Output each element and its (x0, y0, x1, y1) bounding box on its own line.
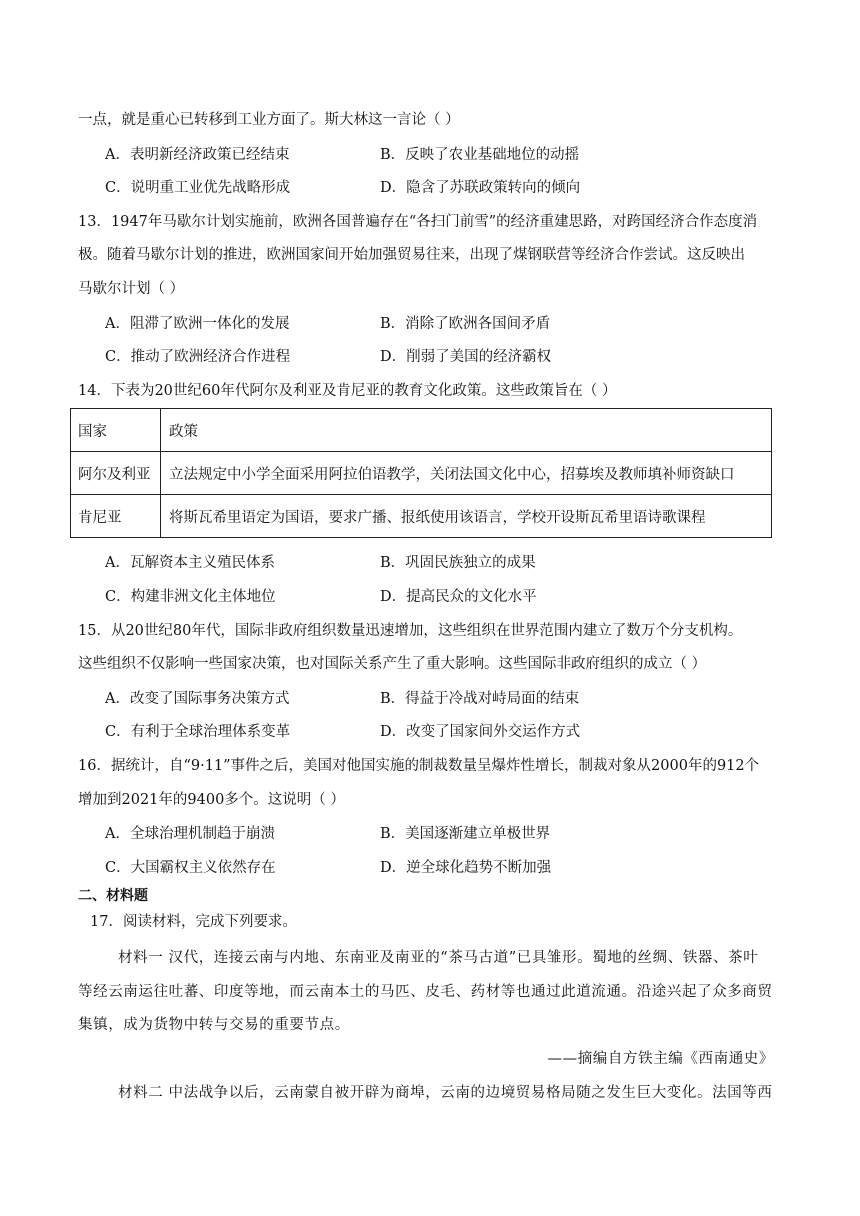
q17-stem: 17．阅读材料，完成下列要求。 (90, 914, 297, 930)
material2-line1: 材料二 中法战争以后，云南蒙自被开辟为商埠，云南的边境贸易格局随之发生巨大变化。法国等西 (118, 1085, 773, 1101)
q13-option-a: A．阻滞了欧洲一体化的发展 (105, 316, 290, 332)
q15-option-a: A．改变了国际事务决策方式 (105, 691, 290, 707)
q13-option-d: D．削弱了美国的经济霸权 (380, 349, 552, 365)
q13-option-c: C．推动了欧洲经济合作进程 (105, 349, 291, 365)
table-header-row (71, 409, 772, 452)
q14-option-c: C．构建非洲文化主体地位 (105, 589, 276, 605)
section-heading: 二、材料题 (78, 888, 148, 904)
table-cell-country: 肯尼亚 (71, 495, 161, 538)
q14-option-d: D．提高民众的文化水平 (380, 589, 537, 605)
q15-option-b: B．得益于冷战对峙局面的结束 (380, 691, 580, 707)
q14-stem: 14．下表为20世纪60年代阿尔及利亚及肯尼亚的教育文化政策。这些政策旨在（ ） (78, 383, 617, 399)
table-row (71, 452, 772, 495)
q14-option-a: A．瓦解资本主义殖民体系 (105, 555, 275, 571)
table-cell-policy: 将斯瓦希里语定为国语，要求广播、报纸使用该语言，学校开设斯瓦希里语诗歌课程 (161, 495, 772, 538)
q13-stem-line2: 极。随着马歇尔计划的推进，欧洲国家间开始加强贸易往来，出现了煤钢联营等经济合作尝试。这反映出 (78, 247, 745, 263)
q15-stem-line1: 15．从20世纪80年代，国际非政府组织数量迅速增加，这些组织在世界范围内建立了数万个分支机构。 (78, 623, 743, 639)
q12-option-b: B．反映了农业基础地位的动摇 (380, 147, 580, 163)
q12-option-a: A．表明新经济政策已经结束 (105, 147, 290, 163)
table-header-policy: 政策 (161, 409, 772, 452)
q12-option-d: D．隐含了苏联政策转向的倾向 (380, 180, 581, 196)
q13-option-b: B．消除了欧洲各国间矛盾 (380, 316, 551, 332)
q16-option-a: A．全球治理机制趋于崩溃 (105, 826, 275, 842)
table-cell-country: 阿尔及利亚 (71, 452, 161, 495)
table-cell-policy: 立法规定中小学全面采用阿拉伯语教学，关闭法国文化中心，招募埃及教师填补师资缺口 (161, 452, 772, 495)
q15-option-c: C．有利于全球治理体系变革 (105, 724, 291, 740)
table-header-country: 国家 (71, 409, 161, 452)
q14-option-b: B．巩固民族独立的成果 (380, 555, 536, 571)
q15-stem-line2: 这些组织不仅影响一些国家决策，也对国际关系产生了重大影响。这些国际非政府组织的成立（ ） (78, 656, 707, 672)
q12-stem: 一点，就是重心已转移到工业方面了。斯大林这一言论（ ） (78, 112, 460, 128)
q13-stem-line3: 马歇尔计划（ ） (78, 281, 185, 297)
q13-stem-line1: 13．1947年马歇尔计划实施前，欧洲各国普遍存在“各扫门前雪”的经济重建思路，对跨国经济合作态度消 (78, 214, 758, 230)
material1-source: ——摘编自方铁主编《西南通史》 (547, 1051, 774, 1067)
q16-option-b: B．美国逐渐建立单极世界 (380, 826, 551, 842)
q12-option-c: C．说明重工业优先战略形成 (105, 180, 291, 196)
q15-option-d: D．改变了国家间外交运作方式 (380, 724, 581, 740)
material1-line3: 集镇，成为货物中转与交易的重要节点。 (78, 1017, 350, 1033)
material1-line2: 等经云南运往吐蕃、印度等地，而云南本土的马匹、皮毛、药材等也通过此道流通。沿途兴起了众多商贸 (78, 984, 773, 1000)
q16-stem-line1: 16．据统计，自“9·11”事件之后，美国对他国实施的制裁数量呈爆炸性增长，制裁对象从2000年的912个 (78, 758, 760, 774)
q16-stem-line2: 增加到2021年的9400多个。这说明（ ） (78, 792, 345, 808)
material1-line1: 材料一 汉代，连接云南与内地、东南亚及南亚的“茶马古道”已具雏形。蜀地的丝绸、铁器、茶叶 (118, 950, 759, 966)
q16-option-d: D．逆全球化趋势不断加强 (380, 860, 552, 876)
policy-table (70, 408, 772, 538)
table-row (71, 495, 772, 538)
q16-option-c: C．大国霸权主义依然存在 (105, 860, 276, 876)
